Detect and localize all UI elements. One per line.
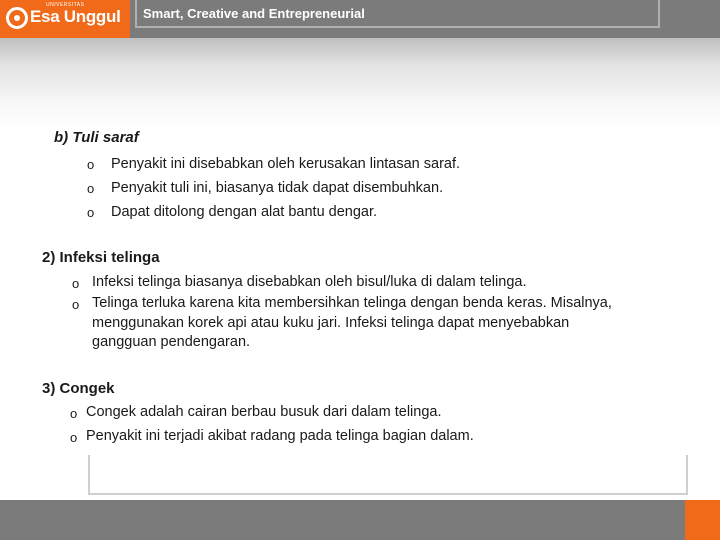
bullet-icon: o — [72, 297, 80, 312]
footer-bar — [0, 500, 720, 540]
list-item: Telinga terluka karena kita membersihkan telinga dengan benda keras. Misalnya, — [92, 295, 612, 311]
list-item-continued: gangguan pendengaran. — [92, 334, 251, 350]
bullet-icon: o — [87, 181, 95, 196]
logo-subtext: UNIVERSITAS — [46, 2, 85, 8]
list-item: Infeksi telinga biasanya disebabkan oleh bisul/luka di dalam telinga. — [92, 274, 527, 290]
bullet-icon: o — [87, 157, 95, 172]
gradient-band — [0, 38, 720, 130]
section-title-tuli-saraf: b) Tuli saraf — [54, 129, 139, 146]
bullet-icon: o — [70, 406, 78, 421]
footer-frame — [88, 455, 688, 495]
list-item: Penyakit tuli ini, biasanya tidak dapat disembuhkan. — [111, 180, 444, 196]
footer-accent — [685, 500, 720, 540]
bullet-icon: o — [87, 205, 95, 220]
footer-divider — [0, 498, 720, 500]
section-title-infeksi-telinga: 2) Infeksi telinga — [42, 249, 160, 266]
logo-text: Esa Unggul — [30, 7, 121, 26]
list-item: Penyakit ini disebabkan oleh kerusakan lintasan saraf. — [111, 156, 461, 172]
logo — [0, 0, 130, 38]
bullet-icon: o — [72, 276, 80, 291]
bullet-icon: o — [70, 430, 78, 445]
list-item: Penyakit ini terjadi akibat radang pada telinga bagian dalam. — [86, 428, 474, 444]
logo-icon — [6, 7, 28, 29]
section-title-congek: 3) Congek — [42, 380, 115, 397]
list-item-continued: menggunakan korek api atau kuku jari. Infeksi telinga dapat menyebabkan — [92, 315, 570, 331]
list-item: Congek adalah cairan berbau busuk dari dalam telinga. — [86, 404, 442, 420]
tagline: Smart, Creative and Entrepreneurial — [143, 6, 365, 21]
list-item: Dapat ditolong dengan alat bantu dengar. — [111, 204, 378, 220]
